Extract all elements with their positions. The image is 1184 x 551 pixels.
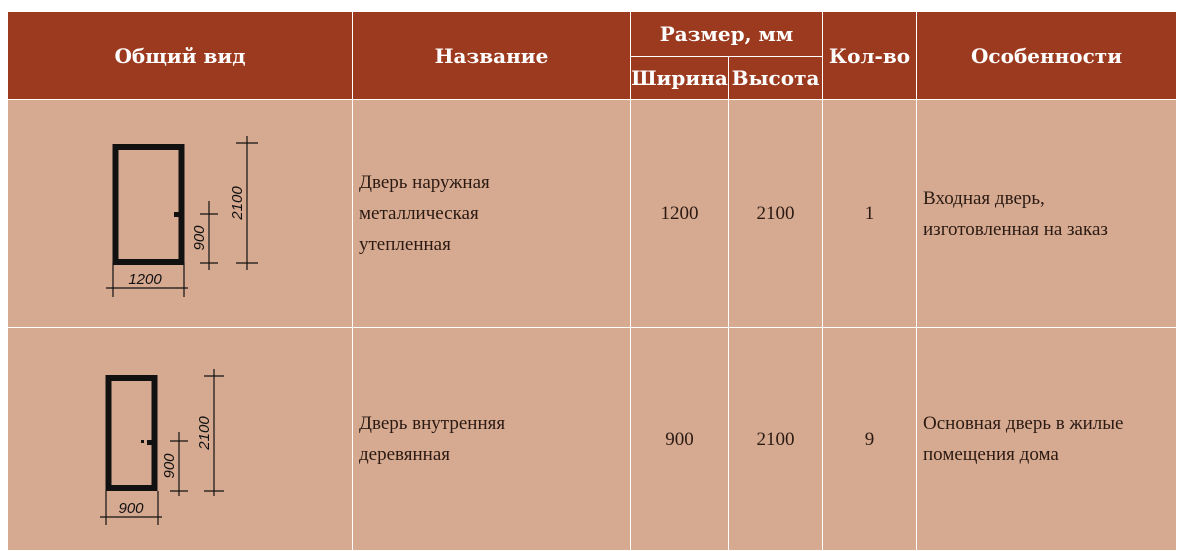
exterior-door-drawing-icon (8, 101, 353, 327)
door-height: 2100 (729, 328, 823, 551)
door-drawing-cell (8, 328, 353, 551)
door-name: Дверь наружная металлическая утепленная (353, 100, 631, 328)
header-width: Ширина (631, 57, 729, 100)
table-row (8, 100, 1177, 328)
height-dimension-label: 2100 (229, 185, 246, 220)
table-row (8, 328, 1177, 551)
door-height: 2100 (729, 100, 823, 328)
door-features: Основная дверь в жилые помещения дома (917, 328, 1177, 551)
door-width: 900 (631, 328, 729, 551)
header-features: Особенности (917, 12, 1177, 100)
door-width: 1200 (631, 100, 729, 328)
width-dimension-label: 900 (118, 499, 144, 517)
header-size: Размер, мм (631, 12, 823, 57)
width-dimension-label: 1200 (128, 270, 162, 288)
header-quantity: Кол-во (823, 12, 917, 100)
interior-door-drawing-icon (8, 329, 353, 550)
doors-table (7, 11, 1177, 551)
header-general-view: Общий вид (8, 12, 353, 100)
door-quantity: 9 (823, 328, 917, 551)
door-features: Входная дверь, изготовленная на заказ (917, 100, 1177, 328)
door-drawing-cell (8, 100, 353, 328)
door-name: Дверь внутренняя деревянная (353, 328, 631, 551)
handle-height-dimension-label: 900 (191, 224, 208, 251)
height-dimension-label: 2100 (196, 415, 213, 450)
header-name: Название (353, 12, 631, 100)
door-quantity: 1 (823, 100, 917, 328)
header-height: Высота (729, 57, 823, 100)
handle-height-dimension-label: 900 (161, 452, 178, 479)
